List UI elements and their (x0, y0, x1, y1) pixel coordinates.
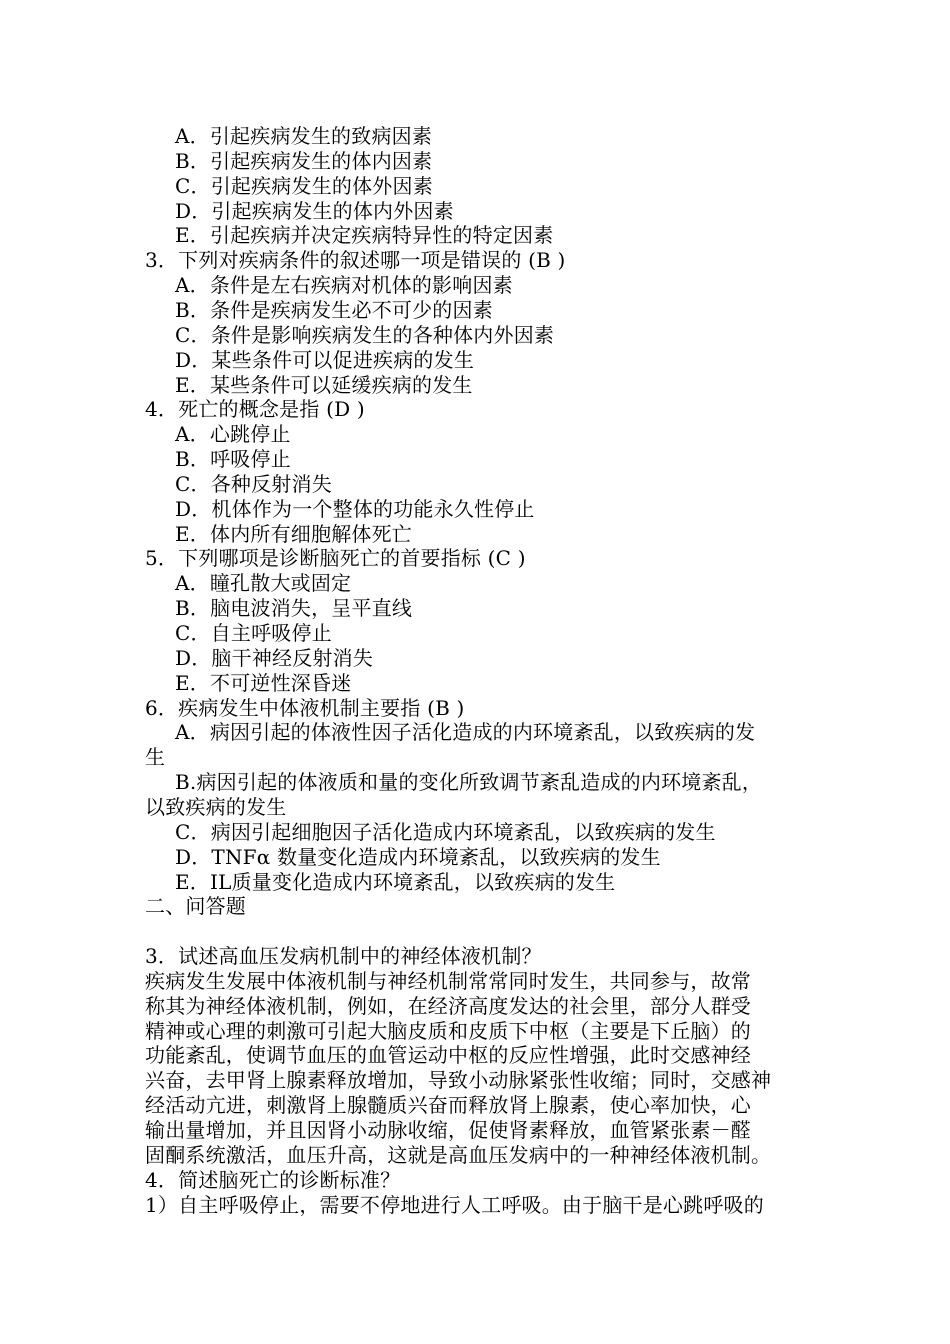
text-line: 4．简述脑死亡的诊断标准？ (145, 1167, 401, 1192)
text-line: A．病因引起的体液性因子活化造成的内环境紊乱，以致疾病的发 (175, 720, 756, 745)
text-line: B．脑电波消失，呈平直线 (175, 596, 413, 621)
text-line: 输出量增加，并且因肾小动脉收缩，促使肾素释放，血管紧张素－醛 (145, 1118, 751, 1142)
text-line: 3．下列对疾病条件的叙述哪一项是错误的 (B ) (145, 248, 566, 273)
text-line: 1）自主呼吸停止，需要不停地进行人工呼吸。由于脑干是心跳呼吸的 (145, 1192, 764, 1217)
text-line: D．脑干神经反射消失 (175, 645, 374, 670)
text-line: B．条件是疾病发生必不可少的因素 (175, 297, 493, 322)
text-line: D．机体作为一个整体的功能永久性停止 (175, 496, 535, 521)
text-line: 疾病发生发展中体液机制与神经机制常常同时发生，共同参与，故常 (145, 968, 751, 993)
text-line: E．不可逆性深昏迷 (175, 670, 352, 695)
text-line: B．呼吸停止 (175, 447, 291, 472)
text-line: 4．死亡的概念是指 (D ) (145, 397, 365, 422)
text-line: 称其为神经体液机制，例如，在经济高度发达的社会里，部分人群受 (145, 993, 751, 1018)
text-line: E．体内所有细胞解体死亡 (175, 521, 412, 546)
text-line: C．条件是影响疾病发生的各种体内外因素 (175, 322, 555, 347)
text-line: C．引起疾病发生的体外因素 (175, 173, 433, 198)
text-line: B.病因引起的体液质和量的变化所致调节紊乱造成的内环境紊乱， (175, 770, 763, 795)
text-line: C．各种反射消失 (175, 471, 332, 496)
text-line: 5．下列哪项是诊断脑死亡的首要指标 (C ) (145, 546, 526, 571)
text-line: D．TNFα 数量变化造成内环境紊乱，以致疾病的发生 (175, 844, 661, 869)
text-line: D．引起疾病发生的体内外因素 (175, 198, 454, 223)
text-line: 经活动亢进，刺激肾上腺髓质兴奋而释放肾上腺素，使心率加快，心 (145, 1093, 751, 1118)
text-line: E．引起疾病并决定疾病特异性的特定因素 (175, 223, 554, 248)
text-line: C．自主呼吸停止 (175, 621, 332, 645)
text-line: 二、问答题 (145, 894, 246, 919)
text-line: A．心跳停止 (175, 422, 291, 447)
text-line: D．某些条件可以促进疾病的发生 (175, 347, 475, 372)
text-line: 生 (145, 745, 166, 770)
text-line: 固酮系统激活，血压升高，这就是高血压发病中的一种神经体液机制。 (145, 1142, 772, 1167)
text-line: B．引起疾病发生的体内因素 (175, 148, 433, 173)
text-line: 3．试述高血压发病机制中的神经体液机制？ (145, 944, 542, 969)
text-line: A．引起疾病发生的致病因素 (175, 124, 433, 148)
text-line: 精神或心理的刺激可引起大脑皮质和皮质下中枢（主要是下丘脑）的 (145, 1018, 751, 1043)
text-line: 6．疾病发生中体液机制主要指 (B ) (145, 695, 465, 720)
text-line: 功能紊乱，使调节血压的血管运动中枢的反应性增强，此时交感神经 (145, 1043, 751, 1068)
text-line: 兴奋，去甲肾上腺素释放增加，导致小动脉紧张性收缩；同时，交感神 (145, 1068, 772, 1093)
text-line: 以致疾病的发生 (145, 794, 287, 819)
text-line: A．条件是左右疾病对机体的影响因素 (175, 273, 513, 298)
text-line: A．瞳孔散大或固定 (175, 571, 352, 596)
text-line: E．某些条件可以延缓疾病的发生 (175, 372, 473, 397)
text-line: E．IL质量变化造成内环境紊乱，以致疾病的发生 (175, 869, 616, 894)
text-line: C．病因引起细胞因子活化造成内环境紊乱，以致疾病的发生 (175, 819, 716, 844)
